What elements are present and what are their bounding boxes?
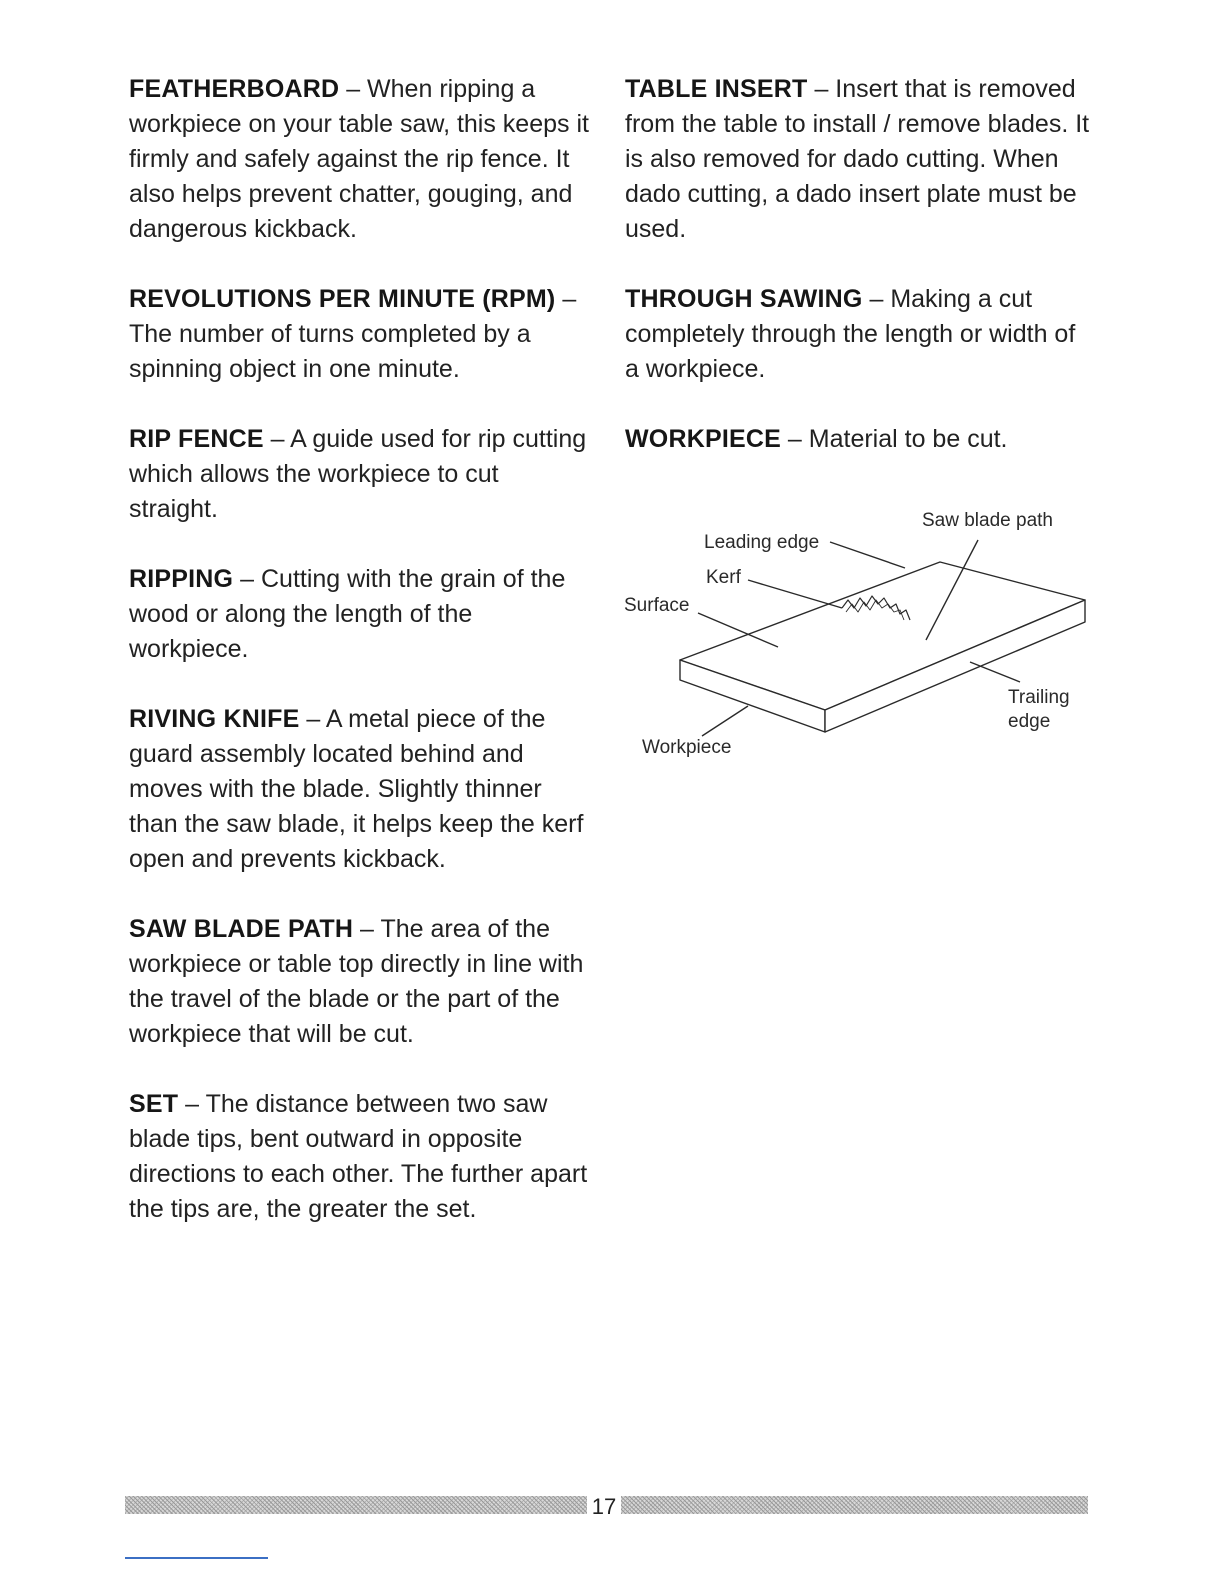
term: SET (129, 1090, 179, 1118)
page-number: 17 (591, 1494, 617, 1519)
label-surface: Surface (624, 595, 690, 616)
definition: – The area of the workpiece or table top directly in line with the travel of the blade or the part of the workpiece that will be cut. (129, 915, 584, 1048)
definition: – Insert that is removed from the table to install / remove blades. It is also removed for dado cutting. When dado cutting, a dado insert plate must be used. (625, 75, 1090, 243)
definition: – When ripping a workpiece on your table saw, this keeps it firmly and safely against the rip fence. It also helps prevent chatter, gouging, and dangerous kickback. (129, 75, 589, 243)
glossary-entry-rpm (129, 282, 589, 387)
bottom-rule (125, 1557, 268, 1559)
trailing-edge-leader (970, 662, 1020, 682)
definition: – Material to be cut. (780, 425, 1008, 453)
definition: – Cutting with the grain of the wood or along the length of the workpiece. (129, 565, 566, 663)
definition: – Making a cut completely through the length or width of a workpiece. (625, 285, 1076, 383)
glossary-entry-through-sawing (625, 282, 1095, 387)
label-saw-blade-path: Saw blade path (922, 510, 1053, 531)
footer-hatch-right (621, 1496, 1088, 1514)
definition: – The number of turns completed by a spinning object in one minute. (129, 285, 577, 383)
term: TABLE INSERT (625, 75, 808, 103)
glossary-entry-featherboard (129, 72, 589, 247)
definition: – The distance between two saw blade tips, bent outward in opposite directions to each other. The further apart the tips are, the greater the set. (129, 1090, 588, 1223)
glossary-entry-set (129, 1087, 589, 1227)
term: FEATHERBOARD (129, 75, 340, 103)
glossary-entry-table-insert (625, 72, 1095, 247)
term: THROUGH SAWING (625, 285, 863, 313)
glossary-entry-rip-fence (129, 422, 589, 527)
glossary-entry-ripping (129, 562, 589, 667)
workpiece-leader (702, 706, 748, 736)
term: RIPPING (129, 565, 234, 593)
term: SAW BLADE PATH (129, 915, 354, 943)
label-edge: edge (1008, 711, 1051, 732)
right-column (625, 72, 1095, 492)
term: RIVING KNIFE (129, 705, 300, 733)
term: WORKPIECE (625, 425, 781, 453)
term: REVOLUTIONS PER MINUTE (RPM) (129, 285, 556, 313)
label-kerf: Kerf (706, 567, 741, 588)
label-trailing: Trailing (1008, 687, 1070, 708)
page-footer (125, 1494, 1088, 1520)
footer-hatch-left (125, 1496, 587, 1514)
term: RIP FENCE (129, 425, 264, 453)
definition: – A metal piece of the guard assembly located behind and moves with the blade. Slightly thinner than the saw blade, it helps keep the kerf open and prevents kickback. (129, 705, 584, 873)
label-leading-edge: Leading edge (704, 532, 820, 553)
left-column (129, 72, 589, 1262)
glossary-entry-saw-blade-path (129, 912, 589, 1052)
workpiece-diagram (620, 500, 1090, 780)
kerf-leader (748, 580, 842, 608)
glossary-entry-riving-knife (129, 702, 589, 877)
label-workpiece: Workpiece (642, 737, 732, 758)
glossary-entry-workpiece (625, 422, 1095, 457)
leading-edge-leader (830, 542, 905, 568)
definition: – A guide used for rip cutting which allows the workpiece to cut straight. (129, 425, 587, 523)
